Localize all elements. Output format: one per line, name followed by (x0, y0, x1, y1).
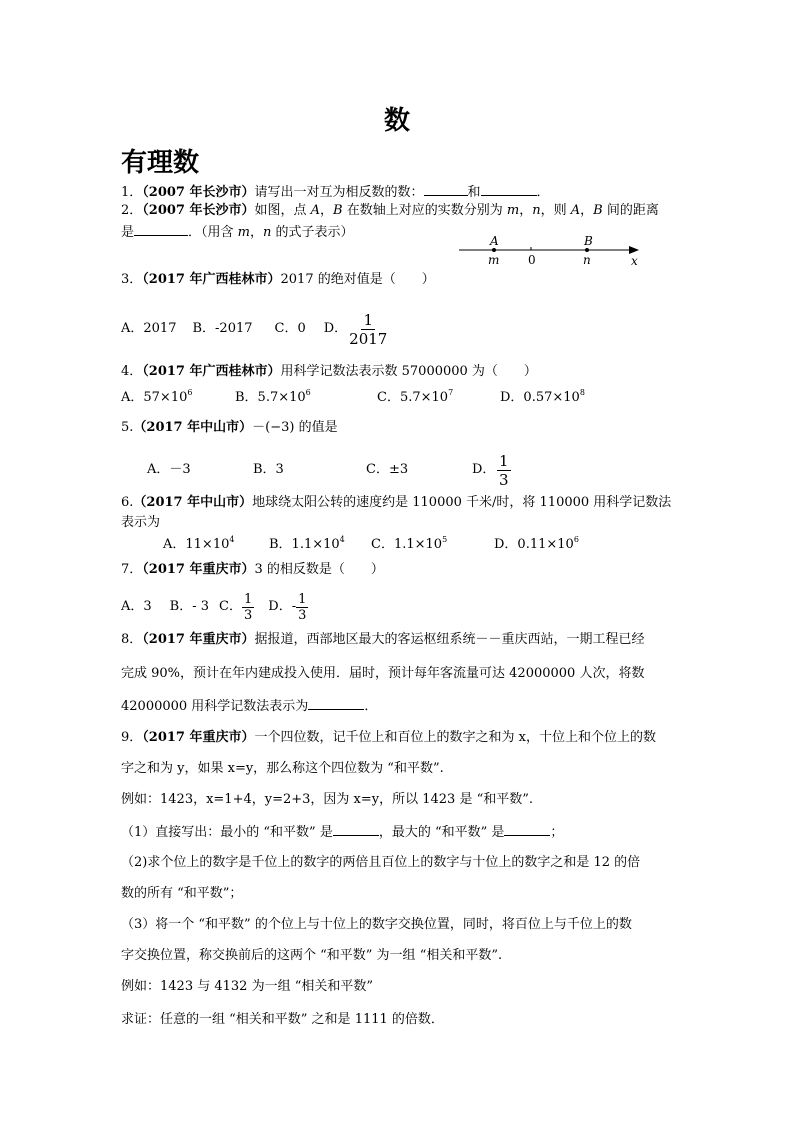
question-text: ； (550, 825, 564, 840)
question-9 (121, 730, 656, 746)
question-source: （2017 年重庆市） (142, 632, 255, 647)
question-9-part-2: （2)求个位上的数字是千位上的数字的两倍且百位上的数字与十位上的数字之和是 12 的倍 (121, 855, 641, 870)
question-text: ． (364, 699, 378, 714)
question-source: （2007 年长沙市） (142, 203, 255, 218)
math-var: m (506, 203, 520, 218)
question-text: ， (580, 203, 594, 218)
question-7-options (121, 589, 308, 625)
denominator: 3 (298, 607, 307, 623)
option-c (377, 390, 453, 406)
question-text: 间的距离 (602, 203, 659, 218)
question-9-part-1 (121, 823, 563, 841)
exponent: 4 (229, 535, 235, 544)
point-b-dot (585, 248, 589, 252)
question-6-line-2: 表示为 (121, 515, 161, 530)
point-a-dot (492, 248, 496, 252)
math-var: B (333, 203, 343, 218)
question-text: 3 的相反数是（ ） (254, 562, 384, 577)
question-text: ，最大的 “和平数” 是 (378, 825, 505, 840)
answer-blank[interactable] (333, 823, 379, 836)
question-text: ， (249, 225, 263, 240)
option-b: B．-2017 (192, 321, 253, 336)
question-number: 6. (121, 495, 134, 510)
page-title: 数 (383, 106, 410, 136)
question-text: ， (519, 203, 533, 218)
question-4 (121, 364, 537, 380)
numerator: 1 (499, 452, 509, 470)
answer-blank[interactable] (481, 183, 537, 196)
question-source: （2017 年中山市） (133, 495, 253, 510)
option-text: A．11×10 (163, 537, 230, 552)
question-number: 3． (121, 272, 143, 287)
question-3-options (121, 311, 389, 347)
math-var: B (593, 203, 603, 218)
question-3 (121, 272, 435, 288)
question-text: （1）直接写出：最小的 “和平数” 是 (121, 825, 333, 840)
question-9-line-2: 字之和为 y，如果 x=y，那么称这个四位数为 “和平数”. (121, 761, 444, 776)
option-c (371, 537, 447, 553)
option-b (235, 390, 311, 406)
option-a: A．2017 (121, 321, 177, 336)
question-2-line-2 (121, 223, 354, 241)
answer-blank[interactable] (504, 823, 550, 836)
section-heading: 有理数 (121, 148, 200, 178)
question-text: －(−3) 的值是 (252, 420, 338, 435)
question-9-example: 例如：1423，x=1+4，y=2+3，因为 x=y，所以 1423 是 “和平数”. (121, 792, 534, 807)
math-var: n (532, 203, 541, 218)
question-number: 7． (121, 562, 143, 577)
question-text: ， (320, 203, 334, 218)
math-var: n (263, 225, 272, 240)
denominator: 3 (499, 471, 509, 489)
option-text: B．5.7×10 (235, 390, 306, 405)
question-text: ． (536, 185, 550, 200)
question-number: 4． (121, 364, 143, 379)
question-9-prove: 求证：任意的一组 “相关和平数” 之和是 1111 的倍数． (121, 1012, 444, 1027)
question-text: ，则 (540, 203, 571, 218)
point-b-label: B (584, 234, 593, 248)
question-9-part-3-line-2: 字交换位置，称交换前后的这两个 “和平数” 为一组 “相关和平数”. (121, 948, 503, 963)
option-text: C．1.1×10 (371, 537, 443, 552)
denominator: 2017 (349, 329, 388, 348)
question-text: 和 (467, 185, 481, 200)
question-source: （2017 年广西桂林市） (142, 272, 281, 287)
x-axis-label: x (631, 254, 638, 268)
question-text: 据报道，西部地区最大的客运枢纽系统－－重庆西站，一期工程已经 (254, 632, 645, 647)
question-6-options (163, 537, 583, 553)
question-number: 2． (121, 203, 143, 218)
option-a (163, 537, 234, 552)
fraction (497, 452, 511, 489)
option-b: B．3 (253, 462, 284, 477)
option-d (494, 537, 579, 553)
point-a-label: A (490, 234, 499, 248)
exponent: 8 (579, 388, 585, 397)
question-number: 1． (121, 185, 143, 200)
question-text: 用科学记数法表示数 57000000 为（ ） (280, 364, 537, 379)
option-a: A．－3 (147, 462, 191, 477)
question-8-line-3 (121, 697, 377, 715)
option-b: B．- 3 (169, 599, 210, 614)
exponent: 6 (573, 535, 579, 544)
question-9-example-2: 例如：1423 与 4132 为一组 “相关和平数” (121, 979, 373, 994)
answer-blank[interactable] (424, 183, 468, 196)
question-source: （2017 年广西桂林市） (142, 364, 281, 379)
option-c: C．±3 (366, 462, 409, 477)
question-9-part-2-line-2: 数的所有 “和平数”； (121, 886, 243, 901)
question-text: 一个四位数，记千位上和百位上的数字之和为 x，十位上和个位上的数 (254, 730, 656, 745)
exponent: 6 (187, 388, 193, 397)
option-d: D．- (268, 599, 297, 614)
question-text: 请写出一对互为相反数的数： (254, 185, 424, 200)
question-2 (121, 203, 659, 219)
question-text: 是 (121, 225, 135, 240)
n-label: n (583, 253, 591, 267)
question-text: 在数轴上对应的实数分别为 (342, 203, 507, 218)
option-text: D．0.57×10 (500, 390, 580, 405)
option-d: D． (323, 321, 348, 336)
fraction (242, 592, 254, 623)
exponent: 7 (448, 388, 454, 397)
question-9-part-3: （3）将一个 “和平数” 的个位上与十位上的数字交换位置，同时，将百位上与千位上的数 (121, 917, 632, 932)
numerator: 1 (298, 591, 307, 607)
question-text: 地球绕太阳公转的速度约是 110000 千米/时，将 110000 用科学记数法 (252, 495, 672, 510)
numerator: 1 (243, 591, 253, 607)
m-label: m (488, 253, 500, 267)
question-number: 5. (121, 420, 134, 435)
question-number: 9． (121, 730, 143, 745)
fraction (347, 311, 389, 348)
question-text: ．（用含 (188, 225, 238, 240)
question-5-options (147, 452, 567, 488)
math-var: m (237, 225, 250, 240)
zero-label: 0 (528, 253, 536, 267)
exponent: 5 (442, 535, 448, 544)
question-text: 2017 的绝对值是（ ） (280, 272, 435, 287)
question-8 (121, 632, 645, 648)
number-line-diagram (455, 232, 645, 272)
exponent: 6 (305, 388, 311, 397)
question-text: 42000000 用科学记数法表示为 (121, 699, 309, 714)
math-var: A (310, 203, 321, 218)
answer-blank[interactable] (308, 697, 364, 710)
question-number: 8． (121, 632, 143, 647)
option-text: D．0.11×10 (494, 537, 574, 552)
question-text: 如图，点 (254, 203, 311, 218)
number-line-arrow (629, 246, 639, 254)
answer-blank[interactable] (134, 223, 188, 236)
option-c: C． (219, 599, 242, 614)
option-text: B．1.1×10 (269, 537, 340, 552)
exponent: 4 (339, 535, 345, 544)
numerator: 1 (363, 310, 374, 329)
option-b (269, 537, 345, 553)
question-6 (121, 495, 671, 511)
option-text: C．5.7×10 (377, 390, 449, 405)
question-source: （2007 年长沙市） (142, 185, 255, 200)
fraction (296, 592, 308, 623)
question-source: （2017 年重庆市） (142, 730, 255, 745)
denominator: 3 (243, 607, 253, 623)
question-8-line-2: 完成 90%，预计在年内建成投入使用．届时，预计每年客流量可达 42000000 人次，将数 (121, 666, 645, 681)
question-7 (121, 562, 384, 578)
question-1 (121, 183, 550, 201)
question-source: （2017 年中山市） (133, 420, 253, 435)
option-text: A．57×10 (121, 390, 188, 405)
option-c: C．0 (274, 321, 306, 336)
option-a (121, 390, 192, 405)
math-var: A (570, 203, 581, 218)
option-d: D． (472, 462, 496, 477)
question-5 (121, 420, 338, 436)
question-text: 的式子表示） (271, 225, 354, 240)
option-d (500, 390, 585, 406)
option-a: A．3 (121, 599, 152, 614)
question-source: （2017 年重庆市） (142, 562, 255, 577)
